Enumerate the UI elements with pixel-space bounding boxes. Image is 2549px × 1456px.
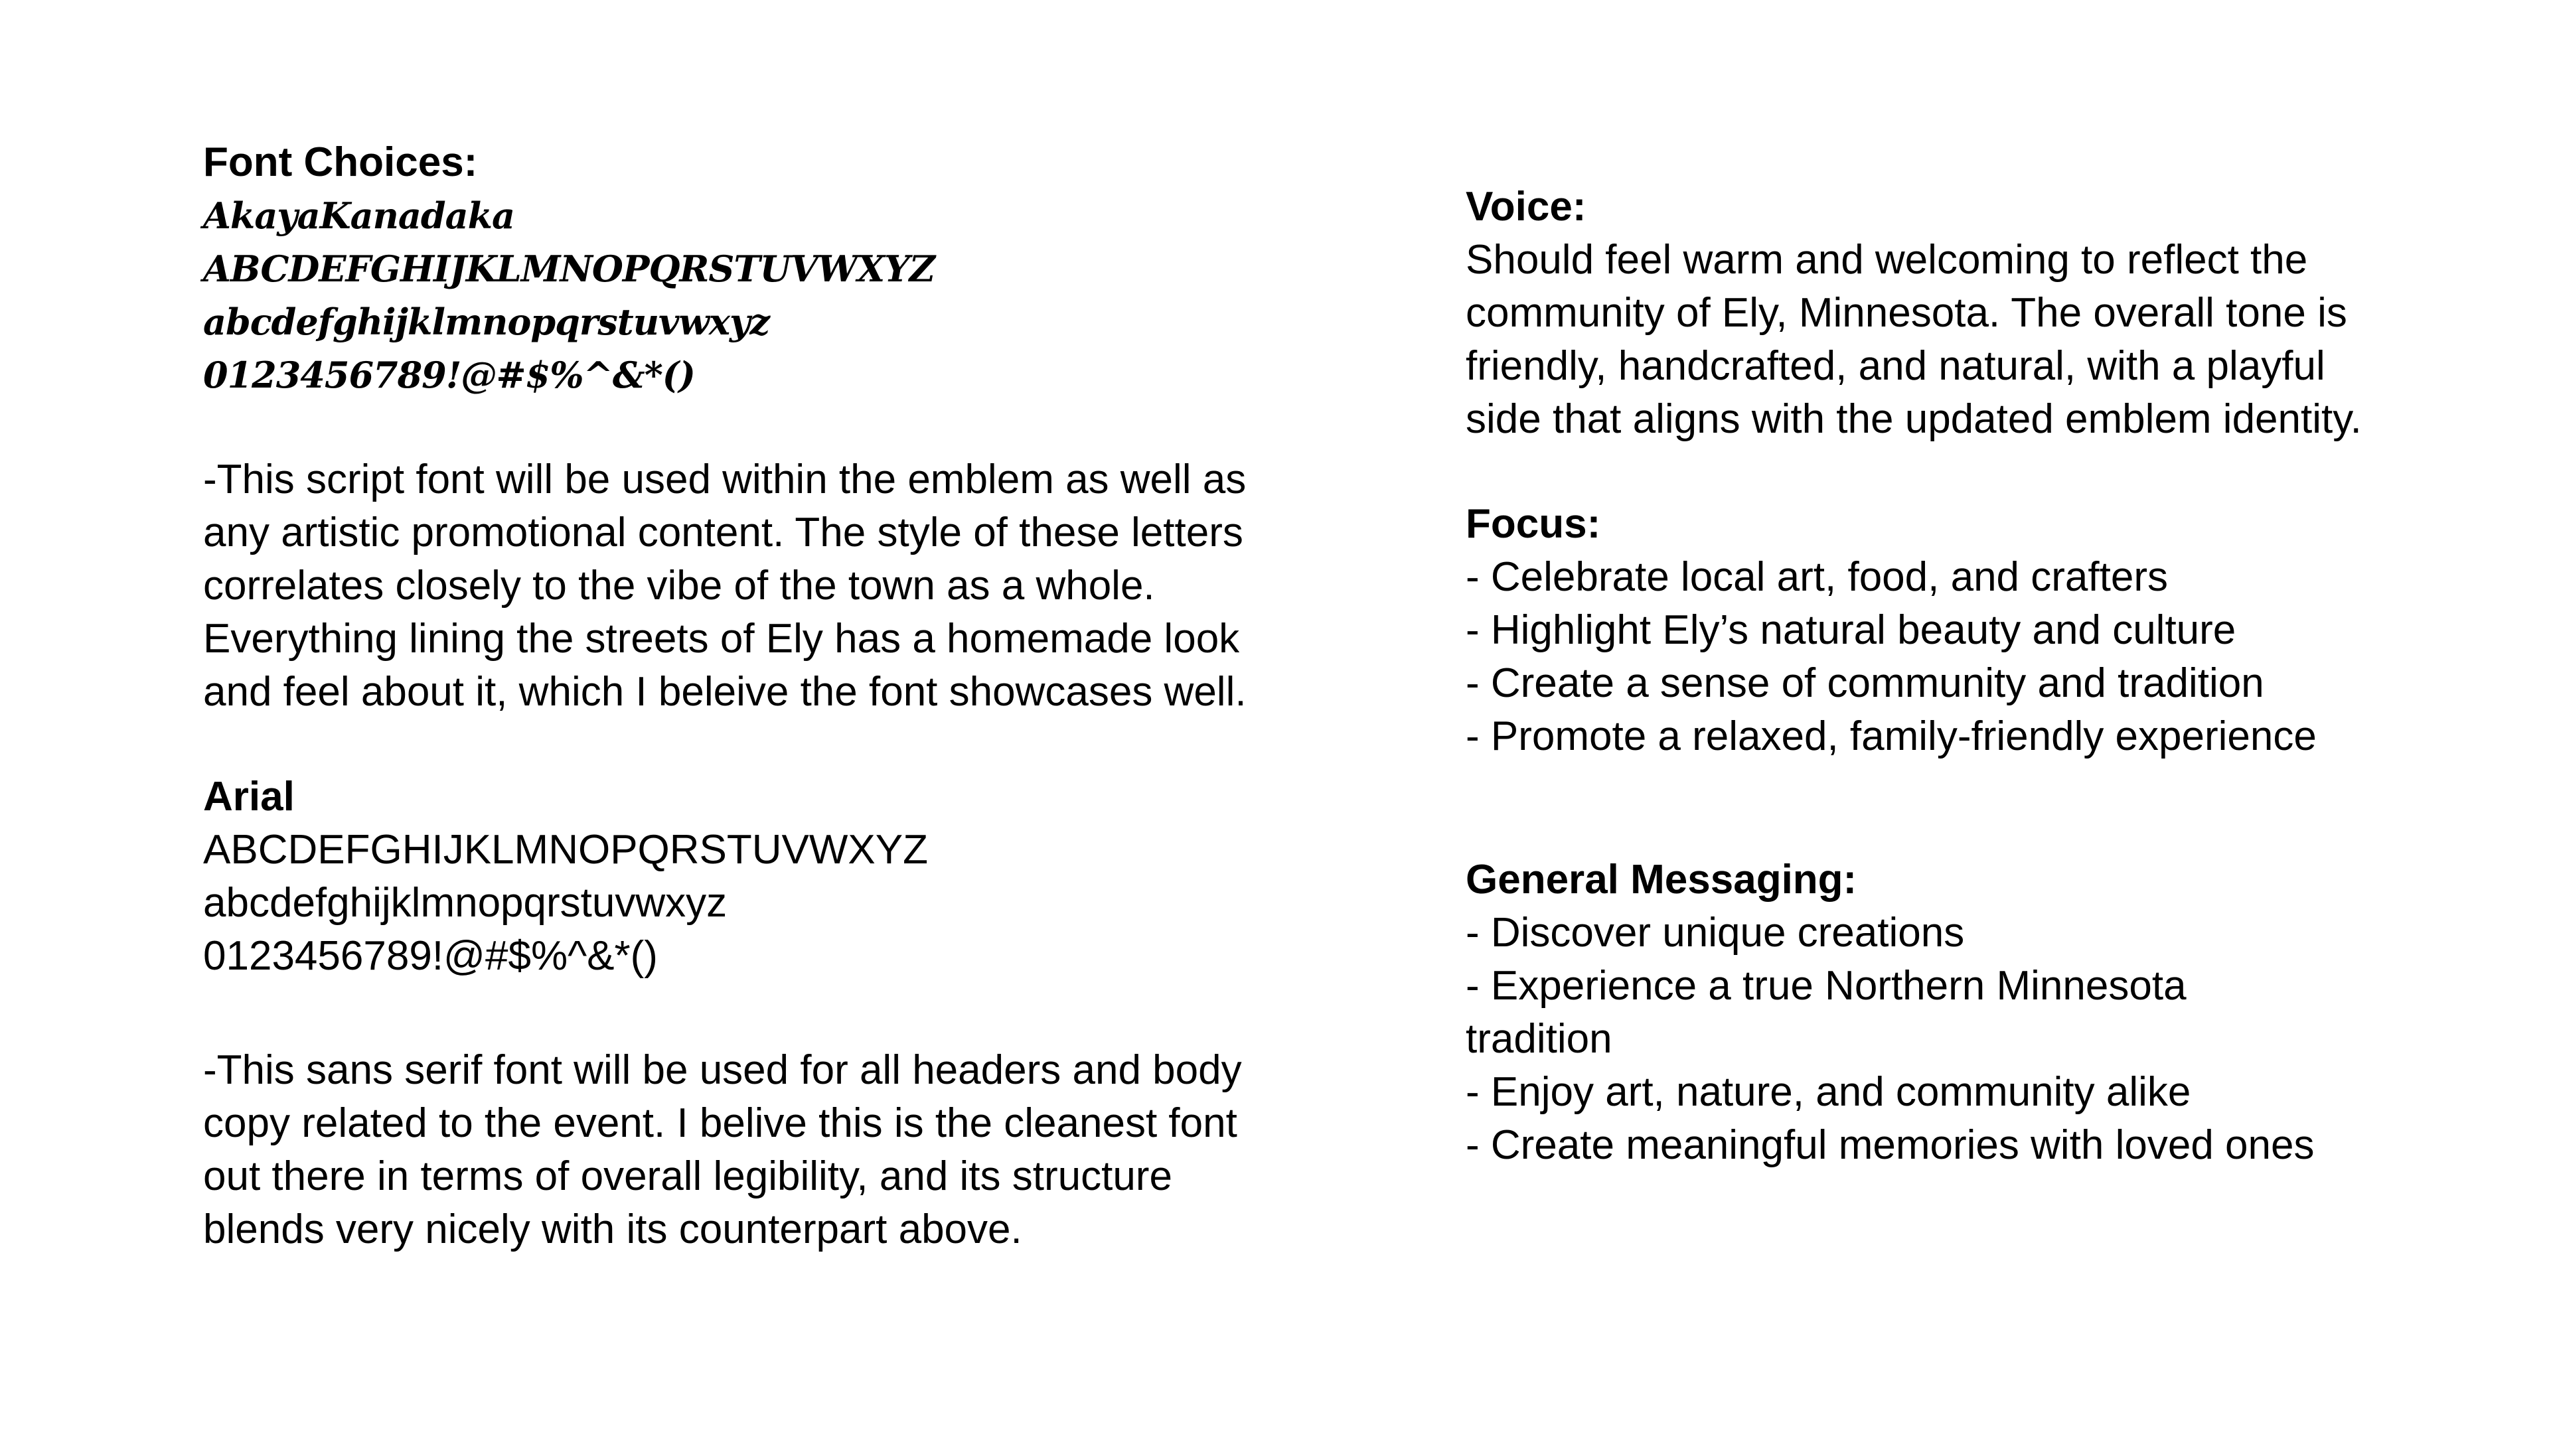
voice-heading: Voice: <box>1466 184 1586 230</box>
list-item: - Create a sense of community and tradition <box>1466 660 2264 706</box>
voice-text: Should feel warm and welcoming to reflect the community of Ely, Minnesota. The overall tone is friendly, handcrafted, and natural, with a playful side that aligns with the updated emblem identity. <box>1466 237 2362 442</box>
font-choices-heading: Font Choices: <box>203 139 478 185</box>
list-item: - Create meaningful memories with loved ones <box>1466 1122 2315 1168</box>
script-font-numbers: 0123456789!@#$%^&*() <box>203 354 695 396</box>
messaging-heading: General Messaging: <box>1466 857 1857 903</box>
spacer <box>1466 446 2514 498</box>
sans-font-name: Arial <box>203 774 295 820</box>
font-choices-column <box>203 136 1371 1256</box>
list-item: - Promote a relaxed, family-friendly experience <box>1466 713 2317 759</box>
spacer <box>203 983 1371 1044</box>
brand-voice-column <box>1466 181 2514 1172</box>
list-item: - Highlight Ely’s natural beauty and culture <box>1466 607 2236 653</box>
script-font-name: AkayaKanadaka <box>203 194 514 237</box>
spacer <box>203 719 1371 770</box>
focus-list <box>1466 551 2514 763</box>
list-item: - Enjoy art, nature, and community alike <box>1466 1069 2191 1115</box>
sans-font-numbers: 0123456789!@#$%^&*() <box>203 933 658 979</box>
script-font-lowercase: abcdefghijklmnopqrstuvwxyz <box>203 301 770 343</box>
sans-font-uppercase: ABCDEFGHIJKLMNOPQRSTUVWXYZ <box>203 827 928 873</box>
spacer <box>1466 763 2514 853</box>
sans-font-lowercase: abcdefghijklmnopqrstuvwxyz <box>203 880 728 926</box>
script-font-description: -This script font will be used within the emblem as well as any artistic promotional content. The style of these letters correlates closely to the vibe of the town as a whole. Everything lining the streets of Ely has a homemade look and feel about it, which I beleive the font showcases well. <box>203 457 1247 715</box>
list-item: - Discover unique creations <box>1466 910 1965 956</box>
sans-font-description: -This sans serif font will be used for all headers and body copy related to the event. I belive this is the cleanest font out there in terms of overall legibility, and its structure blends very nicely with its counterpart above. <box>203 1047 1242 1252</box>
list-item: - Experience a true Northern Minnesota tradition <box>1466 963 2187 1062</box>
script-font-uppercase: ABCDEFGHIJKLMNOPQRSTUVWXYZ <box>203 248 935 290</box>
focus-heading: Focus: <box>1466 501 1601 547</box>
list-item: - Celebrate local art, food, and crafters <box>1466 554 2168 600</box>
spacer <box>203 401 1371 453</box>
messaging-list <box>1466 907 2514 1172</box>
